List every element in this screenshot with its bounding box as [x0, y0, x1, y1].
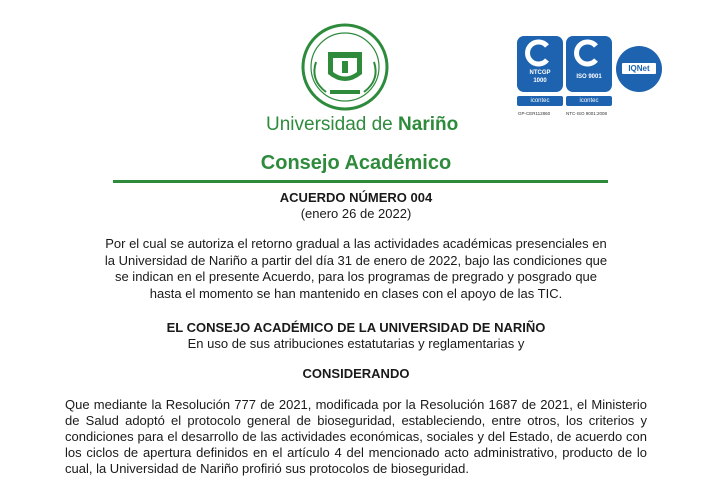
iso-certification-badge [566, 36, 612, 92]
body-paragraph: Que mediante la Resolución 777 de 2021, modificada por la Resolución 1687 de 2021, el Ministerio de Salud adoptó el protocolo general de bioseguridad, estableciendo, entre otros, los criterios y condiciones para el desarrollo de las actividades económicas, sociales y del Estado, de acuerdo con los ciclos de apertura definidos en el artículo 4 del mencionado acto administrativo, producto de lo cual, la Universidad de Nariño profirió sus protocolos de bioseguridad. [65, 397, 647, 476]
ntcgp-certification-badge [517, 36, 563, 92]
document-title: ACUERDO NÚMERO 004 [279, 190, 433, 205]
icontec-c-icon [517, 38, 563, 68]
iqnet-label: IQNet [622, 63, 656, 74]
cert-brand: icontec [566, 96, 612, 106]
document-summary: Por el cual se autoriza el retorno gradual a las actividades académicas presenciales en la Universidad de Nariño a partir del día 31 de enero de 2022, bajo las condiciones que se indican en el presente Acuerdo, para los programas de pregrado y posgrado que hasta el momento se han mantenido en clases con el apoyo de las TIC. [104, 236, 608, 301]
document-date: (enero 26 de 2022) [300, 206, 412, 221]
considering-heading: CONSIDERANDO [302, 366, 410, 381]
council-subheading: En uso de sus atribuciones estatutarias y reglamentarias y [187, 336, 525, 351]
university-seal-logo [300, 22, 390, 116]
cert-brand: icontec [517, 96, 563, 106]
university-name-bold: Nariño [398, 114, 459, 135]
council-title: Consejo Académico [260, 152, 452, 174]
cert-code: GP-CER112860 [518, 111, 551, 116]
header-divider [113, 180, 608, 183]
cert-label: NTCGP [529, 70, 551, 76]
icontec-c-icon [566, 38, 612, 68]
university-prefix: Universidad de [266, 114, 393, 135]
council-heading: EL CONSEJO ACADÉMICO DE LA UNIVERSIDAD DE NARIÑO [166, 320, 546, 335]
cert-code: NTC-ISO 9001:2008 [566, 111, 608, 116]
cert-label-2: 1000 [533, 78, 547, 84]
cert-label: ISO 9001 [576, 74, 602, 80]
iqnet-certification-badge [616, 46, 662, 92]
